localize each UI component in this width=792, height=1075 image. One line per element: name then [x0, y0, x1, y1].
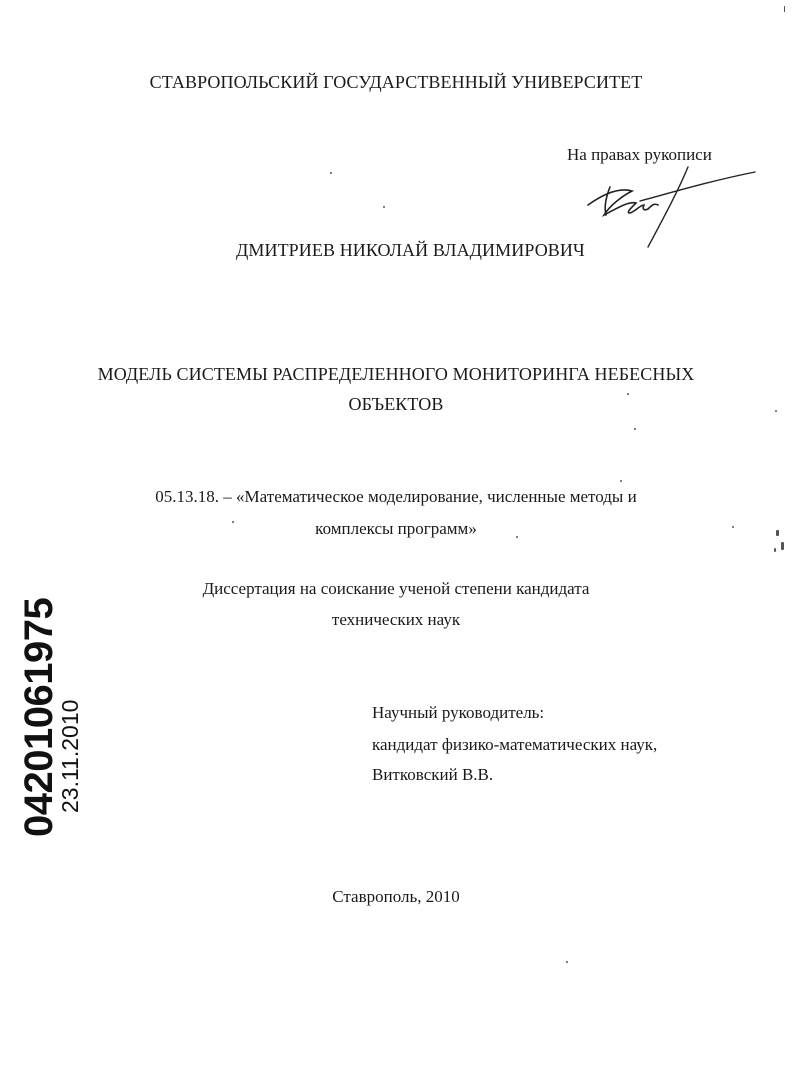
specialty-line-2: комплексы программ» [315, 519, 477, 538]
degree-line-2: технических наук [331, 610, 461, 629]
signature-image [580, 165, 760, 255]
scan-speck [383, 206, 385, 208]
scan-speck [774, 548, 776, 552]
scan-speck [627, 393, 629, 395]
scan-speck [566, 961, 568, 963]
library-stamp-date: 23.11.2010 [57, 699, 83, 813]
scan-speck [516, 536, 518, 538]
scan-speck [620, 480, 622, 482]
scan-speck [232, 521, 234, 523]
scan-speck [330, 172, 332, 174]
scan-speck [775, 410, 777, 412]
supervisor-name: Витковский В.В. [372, 765, 494, 784]
supervisor-title: кандидат физико-математических наук, [372, 735, 658, 754]
scan-speck [776, 530, 779, 536]
specialty-line-1: 05.13.18. – «Математическое моделирование, численные методы и [155, 487, 637, 506]
city-year: Ставрополь, 2010 [332, 887, 460, 906]
degree-line-1: Диссертация на соискание ученой степени кандидата [202, 579, 590, 598]
library-stamp-number: 04201061975 [17, 597, 61, 837]
scan-speck [784, 6, 785, 12]
author-name: ДМИТРИЕВ НИКОЛАЙ ВЛАДИМИРОВИЧ [236, 240, 585, 260]
supervisor-label: Научный руководитель: [372, 703, 545, 722]
scan-speck [781, 542, 784, 550]
manuscript-note: На правах рукописи [567, 145, 712, 164]
university-name: СТАВРОПОЛЬСКИЙ ГОСУДАРСТВЕННЫЙ УНИВЕРСИТЕТ [149, 72, 643, 92]
dissertation-title-line-1: МОДЕЛЬ СИСТЕМЫ РАСПРЕДЕЛЕННОГО МОНИТОРИНГА НЕБЕСНЫХ [97, 364, 695, 384]
dissertation-title-line-2: ОБЪЕКТОВ [348, 394, 444, 414]
scan-speck [634, 428, 636, 430]
scan-speck [732, 526, 734, 528]
